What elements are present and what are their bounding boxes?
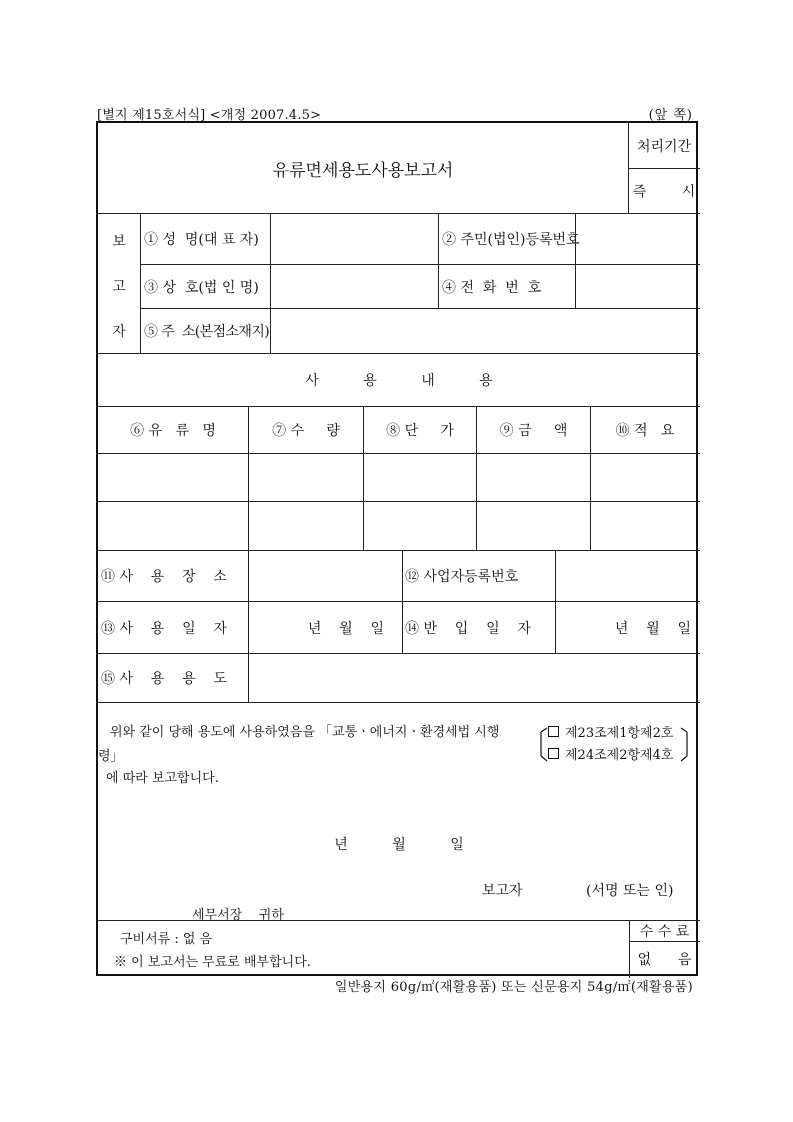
use-date-label: ⑬ 사 용 일 자 (101, 620, 227, 637)
form-title: 유류면세용도사용보고서 (272, 160, 454, 181)
registration-number-field[interactable] (576, 214, 699, 264)
return-date-label: ⑭ 반 입 일 자 (405, 620, 531, 637)
use-purpose-field[interactable] (249, 654, 699, 702)
trade-name-field[interactable] (271, 265, 438, 308)
return-date-field[interactable]: 년 월 일 (614, 620, 691, 637)
processing-period-label: 처리기간 (636, 138, 692, 155)
row-2-quantity[interactable] (249, 502, 363, 550)
law-article-option-2[interactable] (548, 743, 673, 763)
option-1-checkbox[interactable] (548, 726, 559, 737)
registration-number-label: ② 주민(법인)등록번호 (442, 232, 580, 248)
name-field[interactable] (271, 214, 438, 264)
recipient-line: 세무서장 귀하 (192, 907, 284, 923)
page-side-label: (앞 쪽) (648, 108, 693, 123)
row-2-remarks[interactable] (591, 502, 699, 550)
column-amount: ⑨ 금 액 (499, 423, 568, 439)
law-article-option-1[interactable] (548, 721, 673, 741)
report-form (96, 121, 698, 976)
row-1-oil-name[interactable] (98, 454, 248, 501)
row-2-amount[interactable] (477, 502, 590, 550)
fee-value: 없 음 (637, 952, 692, 968)
column-unit-price: ⑧ 단 가 (386, 423, 454, 439)
statement-line-3: 에 따라 보고합니다. (106, 770, 219, 786)
row-1-amount[interactable] (477, 454, 590, 501)
option-2-checkbox[interactable] (548, 748, 559, 759)
processing-period-value: 즉 시 (632, 184, 696, 200)
use-place-label: ⑪ 사 용 장 소 (101, 569, 227, 585)
statement-line-1: 위와 같이 당해 용도에 사용하였음을 「교통ㆍ에너지ㆍ환경세법 시행 (110, 724, 500, 740)
use-purpose-label: ⑮ 사 용 용 도 (101, 671, 227, 687)
row-2-oil-name[interactable] (98, 502, 248, 550)
phone-field[interactable] (576, 265, 699, 308)
reporter-label-3: 자 (112, 323, 126, 340)
column-oil-name: ⑥ 유 류 명 (130, 423, 216, 439)
option-1-label: 제23조제1항제2호 (565, 725, 674, 741)
fee-label: 수 수 료 (639, 924, 690, 940)
free-distribution-note: ※ 이 보고서는 무료로 배부합니다. (114, 954, 311, 970)
form-reference: [별지 제15호서식] <개정 2007.4.5> (97, 108, 322, 123)
use-place-field[interactable] (249, 551, 402, 601)
use-date-field[interactable]: 년 월 일 (307, 620, 384, 637)
row-1-remarks[interactable] (591, 454, 699, 501)
business-number-label: ⑫ 사업자등록번호 (405, 569, 519, 585)
paper-specification: 일반용지 60g/㎡(재활용품) 또는 신문용지 54g/㎡(재활용품) (334, 980, 693, 995)
reporter-signature-label: 보고자 (482, 883, 523, 899)
business-number-field[interactable] (556, 551, 699, 601)
column-remarks: ⑩ 적 요 (615, 423, 675, 439)
option-2-label: 제24조제2항제4호 (565, 747, 674, 763)
reporter-label-2: 고 (112, 278, 126, 295)
statement-line-2: 령」 (98, 748, 124, 764)
row-2-unit-price[interactable] (364, 502, 476, 550)
usage-section-title: 사 용 내 용 (305, 373, 493, 389)
trade-name-label: ③ 상 호(법 인 명) (144, 279, 259, 296)
phone-label: ④ 전 화 번 호 (442, 279, 542, 296)
reporter-label-1: 보 (112, 233, 126, 250)
row-1-unit-price[interactable] (364, 454, 476, 501)
signature-or-seal[interactable]: (서명 또는 인) (586, 883, 674, 899)
name-label: ① 성 명(대 표 자) (144, 232, 259, 248)
column-quantity: ⑦ 수 량 (272, 423, 340, 439)
report-date: 년 월 일 (334, 837, 464, 853)
required-documents: 구비서류 : 없 음 (120, 931, 213, 947)
address-field[interactable] (271, 309, 699, 353)
address-label: ⑤ 주 소(본점소재지) (144, 324, 270, 340)
row-1-quantity[interactable] (249, 454, 363, 501)
